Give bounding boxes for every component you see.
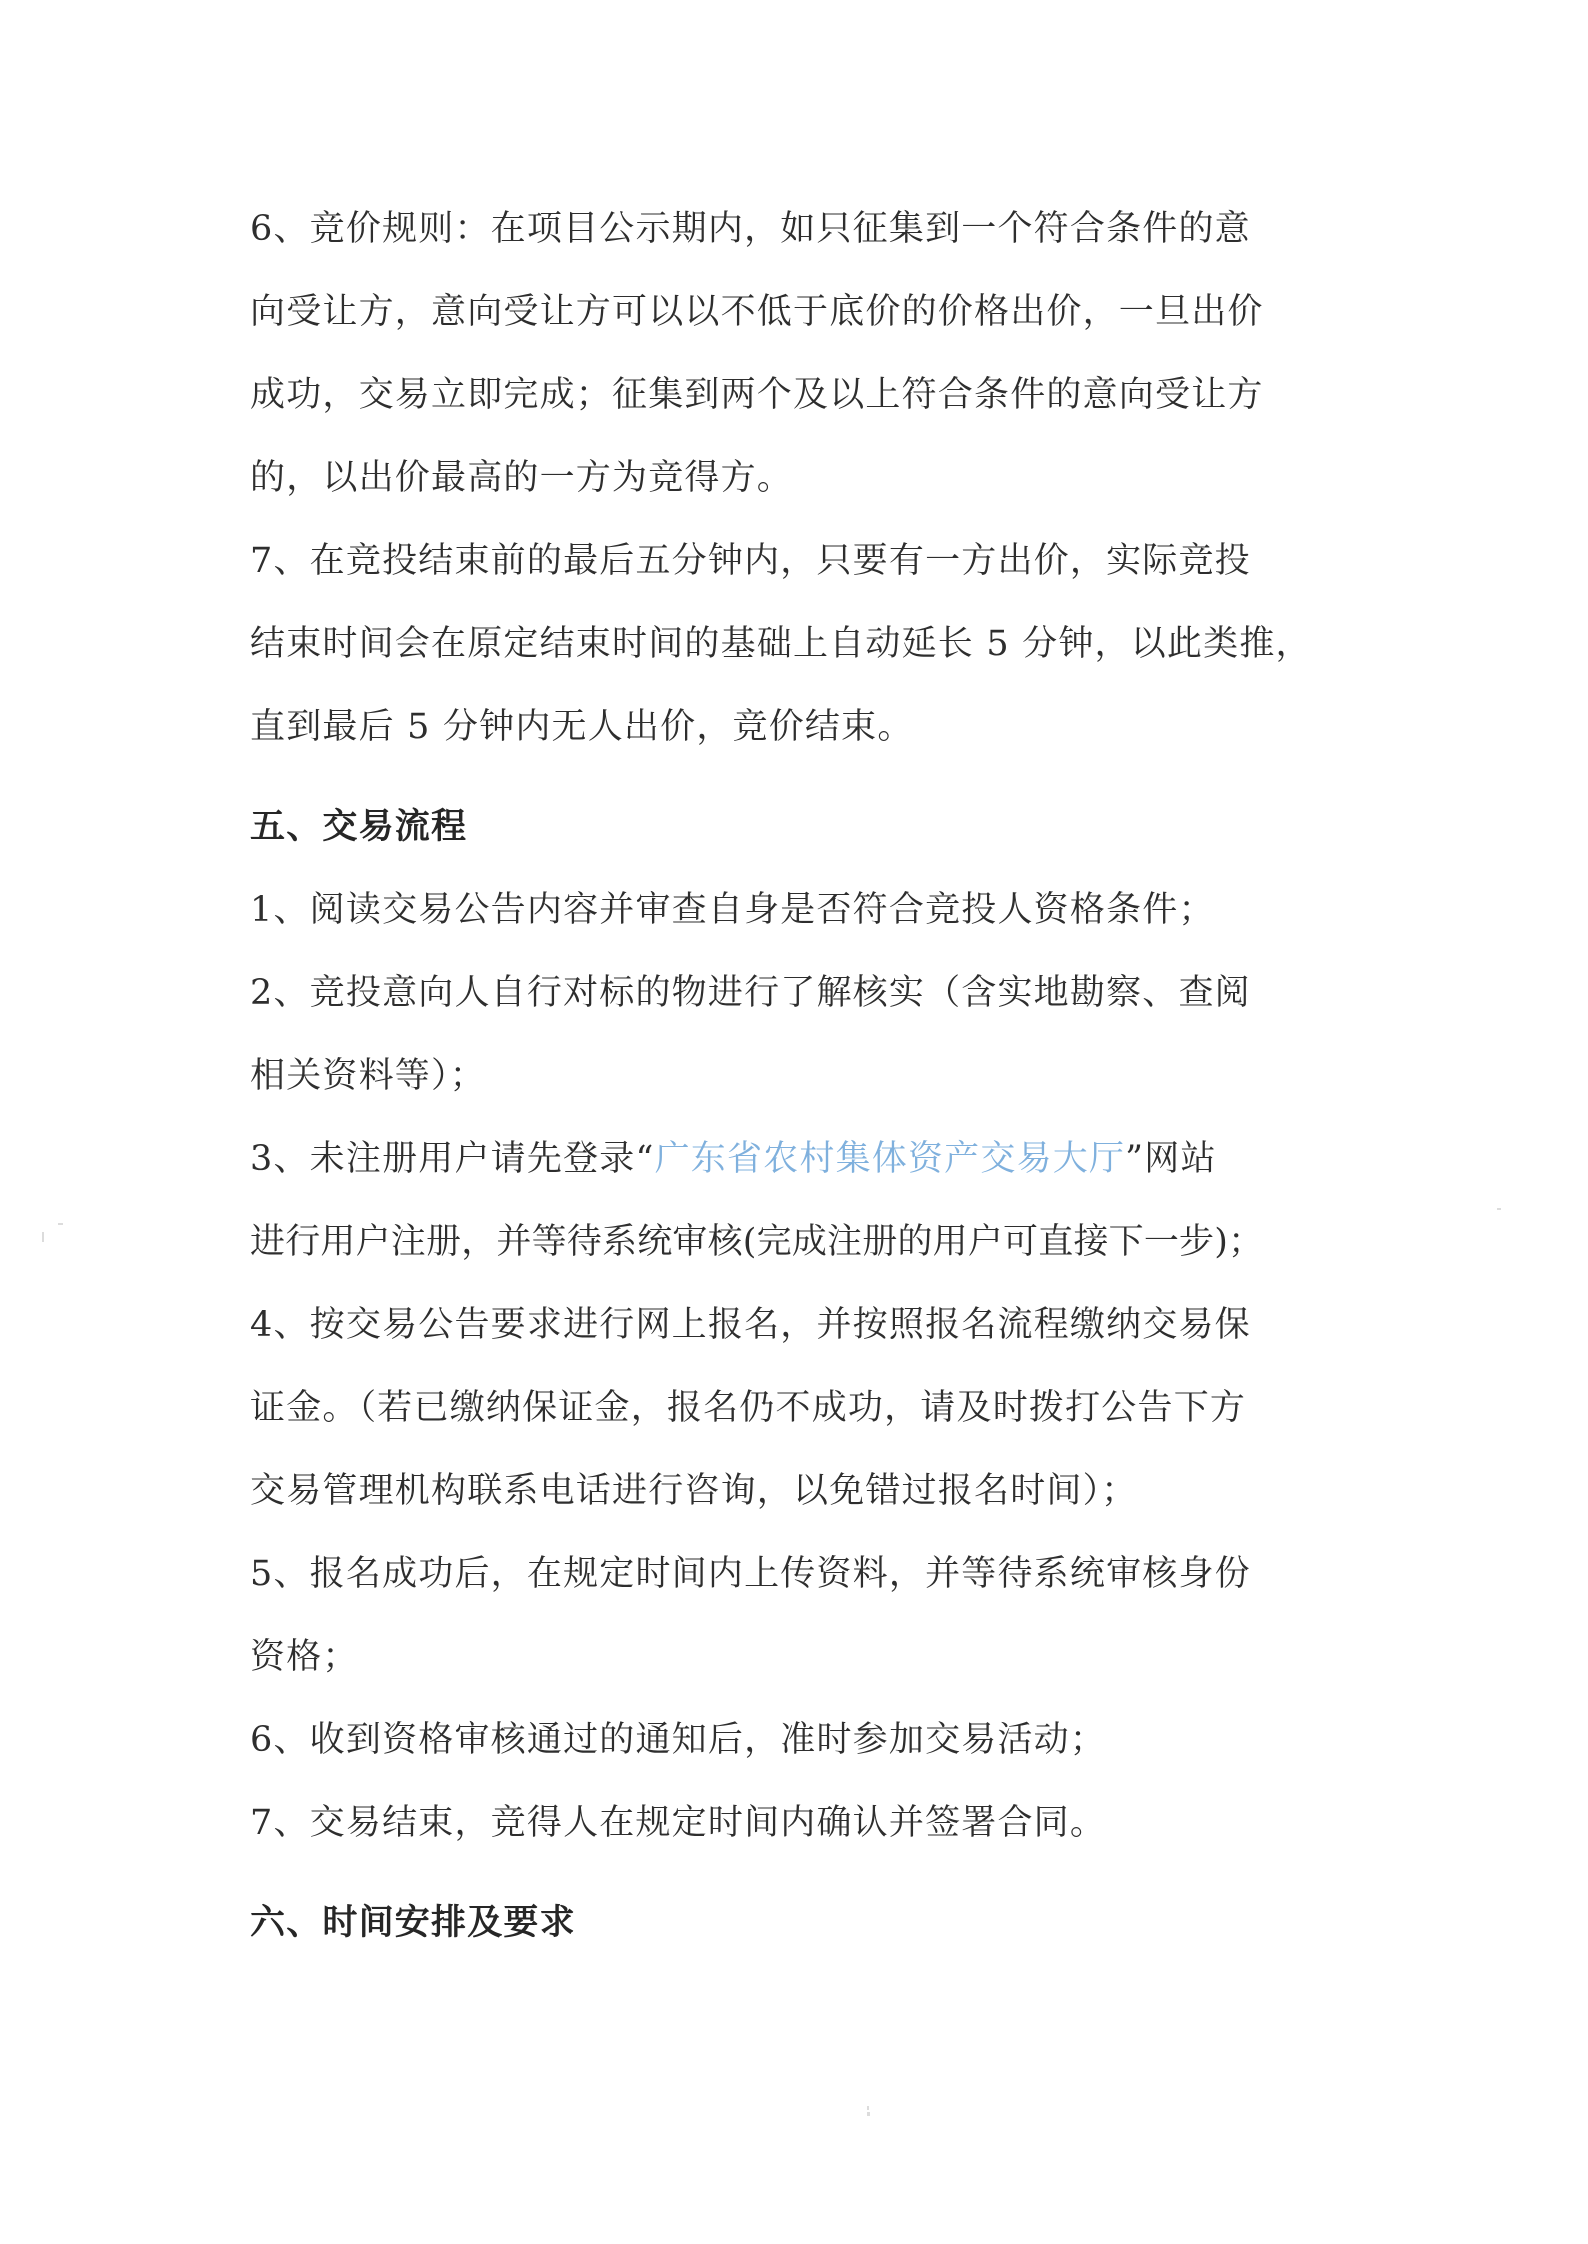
process-step-4-line-2: 证金。（若已缴纳保证金，报名仍不成功，请及时拨打公告下方: [250, 1388, 1247, 1428]
process-step-1: 1、阅读交易公告内容并审查自身是否符合竞投人资格条件；: [250, 890, 1215, 930]
scan-artifact: [58, 1223, 63, 1225]
process-step-4-line-3: 交易管理机构联系电话进行咨询，以免错过报名时间）；: [250, 1471, 1138, 1511]
process-step-6: 6、收到资格审核通过的通知后，准时参加交易活动；: [250, 1720, 1107, 1760]
process-step-5-line-1: 5、报名成功后，在规定时间内上传资料，并等待系统审核身份: [250, 1554, 1251, 1594]
section-five-heading: 五、交易流程: [250, 806, 468, 847]
process-step-3-line-2: 进行用户注册，并等待系统审核(完成注册的用户可直接下一步)；: [250, 1222, 1264, 1262]
bidding-rule-line-3: 成功，交易立即完成；征集到两个及以上符合条件的意向受让方: [250, 375, 1264, 415]
process-step-4-line-1: 4、按交易公告要求进行网上报名，并按照报名流程缴纳交易保: [250, 1305, 1251, 1345]
scan-artifact: [42, 1232, 44, 1242]
process-step-2-line-1: 2、竞投意向人自行对标的物进行了解核实（含实地勘察、查阅: [250, 973, 1251, 1013]
scan-artifact: [867, 2106, 869, 2110]
scan-artifact: [867, 2112, 870, 2116]
extension-rule-line-2: 结束时间会在原定结束时间的基础上自动延长 5 分钟，以此类推，: [250, 624, 1312, 664]
process-step-3-line-1: [250, 1137, 1217, 1181]
process-step-7: 7、交易结束，竞得人在规定时间内确认并签署合同。: [250, 1803, 1107, 1843]
trading-hall-link[interactable]: 广东省农村集体资产交易大厅: [654, 1139, 1126, 1179]
extension-rule-line-3: 直到最后 5 分钟内无人出价，竞价结束。: [250, 707, 914, 747]
section-six-heading: 六、时间安排及要求: [250, 1902, 576, 1943]
process-step-3-prefix: 3、未注册用户请先登录“: [250, 1139, 655, 1179]
extension-rule-line-1: 7、在竞投结束前的最后五分钟内，只要有一方出价，实际竞投: [250, 541, 1251, 581]
process-step-2-line-2: 相关资料等）；: [250, 1056, 486, 1096]
bidding-rule-line-4: 的，以出价最高的一方为竞得方。: [250, 458, 794, 498]
bidding-rule-line-2: 向受让方，意向受让方可以以不低于底价的价格出价，一旦出价: [250, 292, 1264, 332]
bidding-rule-line-1: 6、竞价规则：在项目公示期内，如只征集到一个符合条件的意: [250, 209, 1251, 249]
scan-artifact: [1497, 1208, 1501, 1210]
process-step-3-suffix: ”网站: [1125, 1139, 1217, 1179]
process-step-5-line-2: 资格；: [250, 1637, 359, 1677]
